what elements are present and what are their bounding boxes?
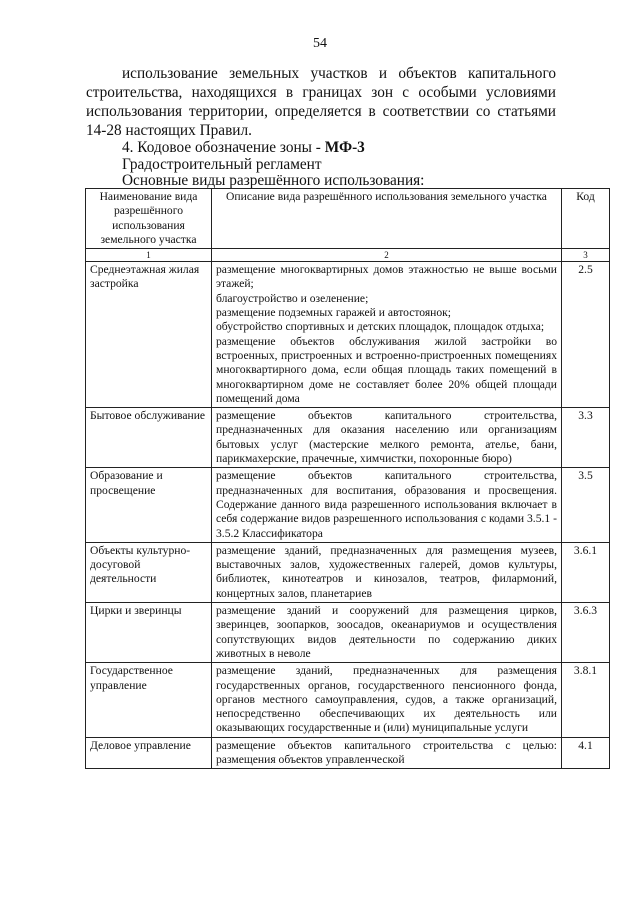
table-row xyxy=(86,542,610,602)
use-name: Среднеэтажная жилая застройка xyxy=(86,262,212,408)
use-name: Объекты культурно-досуговой деятельности xyxy=(86,542,212,602)
header-code: Код xyxy=(562,189,610,249)
header-description: Описание вида разрешённого использования земельного участка xyxy=(212,189,562,249)
use-name: Образование и просвещение xyxy=(86,468,212,542)
use-code: 3.6.1 xyxy=(562,542,610,602)
description-line: размещение объектов капитального строительства с целью: размещения объектов управленческой xyxy=(216,738,557,766)
description-line: размещение объектов капитального строительства, предназначенных для оказания населению или организациям бытовых услуг (мастерские мелкого ремонта, ателье, бани, парикмахерские, прачечные, химчистки, похоронные бюро) xyxy=(216,409,557,466)
description-line: размещение многоквартирных домов этажностью не выше восьми этажей; xyxy=(216,263,557,291)
description-line: размещение объектов капитального строительства, предназначенных для воспитания, образования и просвещения. Содержание данного вида разрешенного использования включает в себя содержание видов разрешенного использования с кодами 3.5.1 - 3.5.2 Классификатора xyxy=(216,469,557,540)
column-number: 3 xyxy=(562,249,610,262)
description-line: размещение зданий и сооружений для размещения цирков, зверинцев, зоопарков, зоосадов, океанариумов и осуществления сопутствующих видов деятельности по содержанию диких животных в неволе xyxy=(216,604,557,660)
use-name: Бытовое обслуживание xyxy=(86,408,212,468)
description-line: размещение объектов обслуживания жилой застройки во встроенных, пристроенных и встроенно-пристроенных помещениях многоквартирного дома, если общая площадь таких помещений в многоквартирном доме не составляет более 20% общей площади помещений дома xyxy=(216,334,557,405)
column-number-row xyxy=(86,249,610,262)
description-line: размещение зданий, предназначенных для размещения государственных органов, государственного пенсионного фонда, органов местного самоуправления, судов, а также организаций, непосредственно обеспечивающих их деятельность или оказывающих государственные и (или) муниципальные услуги xyxy=(216,664,557,735)
use-code: 3.5 xyxy=(562,468,610,542)
zone-heading-prefix: 4. Кодовое обозначение зоны - xyxy=(122,139,325,156)
column-number: 2 xyxy=(212,249,562,262)
table-row xyxy=(86,262,610,408)
use-description xyxy=(212,603,562,663)
regulation-title: Градостроительный регламент xyxy=(122,156,322,173)
intro-paragraph: использование земельных участков и объектов капитального строительства, находящихся в границах зон с особыми условиями использования территории, определяется в соответствии со статьями 14-28 настоящих Правил. xyxy=(86,65,556,139)
table-row xyxy=(86,737,610,769)
column-number: 1 xyxy=(86,249,212,262)
description-line: размещение зданий, предназначенных для размещения музеев, выставочных залов, художественных галерей, домов культуры, библиотек, кинотеатров и кинозалов, театров, филармоний, концертных залов, планетариев xyxy=(216,543,557,600)
table-row xyxy=(86,408,610,468)
use-description xyxy=(212,262,562,408)
header-name: Наименование вида разрешённого использования земельного участка xyxy=(86,189,212,249)
uses-table xyxy=(85,188,610,769)
description-line: обустройство спортивных и детских площадок, площадок отдыха; xyxy=(216,320,545,334)
page-number: 54 xyxy=(313,36,327,51)
use-description xyxy=(212,408,562,468)
table-row xyxy=(86,603,610,663)
description-line: благоустройство и озеленение; xyxy=(216,291,369,305)
use-name: Деловое управление xyxy=(86,737,212,769)
use-description xyxy=(212,542,562,602)
use-description xyxy=(212,663,562,737)
zone-code: МФ-3 xyxy=(324,139,365,156)
use-code: 3.8.1 xyxy=(562,663,610,737)
table-row xyxy=(86,663,610,737)
table-row xyxy=(86,468,610,542)
use-name: Государственное управление xyxy=(86,663,212,737)
use-description xyxy=(212,737,562,769)
use-code: 4.1 xyxy=(562,737,610,769)
use-code: 3.3 xyxy=(562,408,610,468)
table-header-row xyxy=(86,189,610,249)
use-code: 3.6.3 xyxy=(562,603,610,663)
use-description xyxy=(212,468,562,542)
uses-title: Основные виды разрешённого использования: xyxy=(122,172,425,189)
description-line: размещение подземных гаражей и автостоянок; xyxy=(216,306,452,320)
use-code: 2.5 xyxy=(562,262,610,408)
use-name: Цирки и зверинцы xyxy=(86,603,212,663)
